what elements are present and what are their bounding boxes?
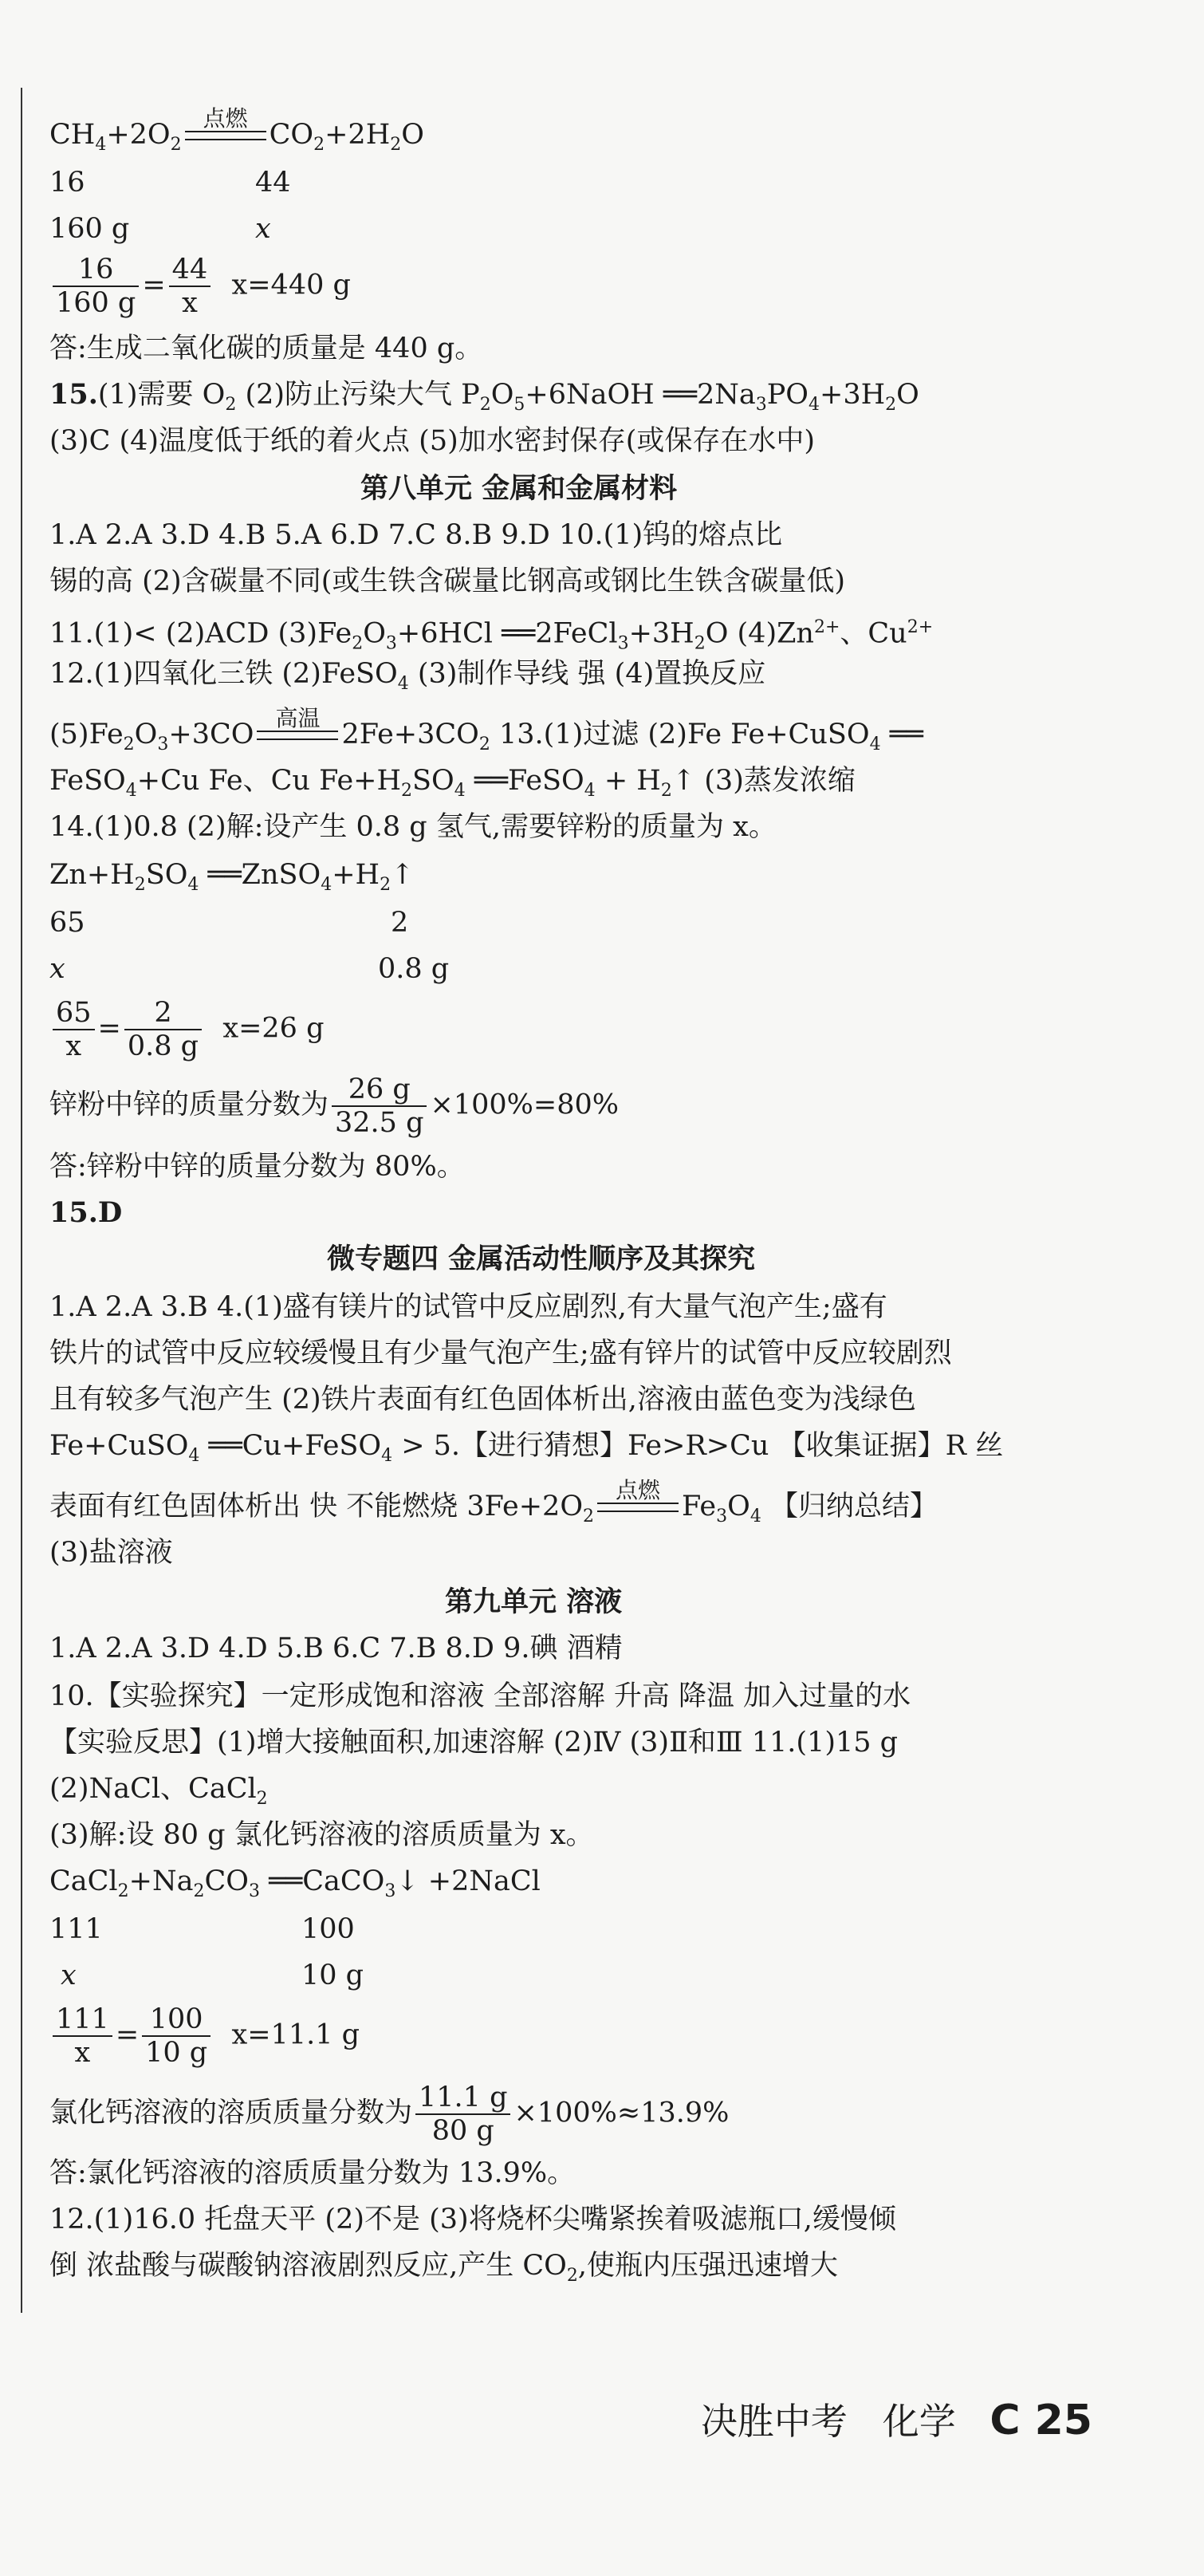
answer-text: Fe+CuSO$_4$ ══Cu+FeSO$_4$ > 5.【进行猜想】Fe>R>Cu 【收集证据】R 丝 (49, 1430, 1004, 1466)
answer-text: 铁片的试管中反应较缓慢且有少量气泡产生;盛有锌片的试管中反应较剧烈 (49, 1337, 952, 1369)
answer-text: FeSO$_4$+Cu Fe、Cu $Fe+H_2SO_4$ ══FeSO$_4$ + $H_2↑$ (3)蒸发浓缩 (49, 765, 856, 801)
answer-text: (2)NaCl、CaCl$_2$ (49, 1773, 268, 1809)
reaction-condition: 高温 (254, 734, 341, 743)
proportion: $\frac{65}{x}$ = $\frac{2}{0.8 g}$ x=26 g (49, 997, 324, 1062)
ratio-row: x 10 g (61, 1960, 364, 1991)
answer-text: 1.A 2.A 3.B 4.(1)盛有镁片的试管中反应剧烈,有大量气泡产生;盛有 (49, 1291, 887, 1323)
ratio-row: x 0.8 g (49, 953, 450, 985)
answer-text: 11.(1)< (2)ACD $(3)Fe_2O_3+6HCl$ $══2FeCl_3+3H_2O$ $(4)Zn^{2+}$、$Cu^{2+}$ (49, 617, 934, 654)
ratio-row: 16 44 (49, 167, 291, 199)
ratio-row: 160 g x (49, 213, 271, 245)
ratio-row: 111 100 (49, 1913, 355, 1945)
proportion: $\frac{111}{x}$ = $\frac{100}{10 g}$ x=11.1 g (49, 2003, 360, 2069)
answer-text: 答:锌粉中锌的质量分数为 80%。 (49, 1151, 465, 1183)
answer-text: 10.【实验探究】一定形成饱和溶液 全部溶解 升高 降温 加入过量的水 (49, 1680, 911, 1712)
answer-text: (3)C (4)温度低于纸的着火点 (5)加水密封保存(或保存在水中) (49, 425, 816, 457)
reaction-condition: 点燃 (594, 1506, 682, 1515)
margin-rule (21, 88, 22, 2313)
answer-text: 1.A 2.A 3.D 4.B 5.A 6.D 7.C 8.B 9.D 10.(1)钨的熔点比 (49, 519, 783, 551)
answer-text: 14.(1)0.8 (2)解:设产生 0.8 g 氢气,需要锌粉的质量为 x。 (49, 811, 777, 843)
answer-text: 1.A 2.A 3.D 4.D 5.B 6.C 7.B 8.D 9.碘 酒精 (49, 1633, 623, 1664)
subject-label: 化学 (882, 2400, 956, 2443)
answer-text: (3)盐溶液 (49, 1537, 173, 1569)
proportion: $\frac{16}{160 g}$ = $\frac{44}{x}$ x=440 g (49, 254, 351, 319)
mass-fraction: 氯化钙溶液的溶质质量分数为 $\frac{11.1 g}{80 g}$ ×100%≈13.9% (49, 2082, 730, 2147)
answer-text: 【实验反思】(1)增大接触面积,加速溶解 (2)Ⅳ (3)Ⅱ和Ⅲ 11.(1)15 g (49, 1727, 899, 1759)
page-number: C 25 (990, 2397, 1092, 2444)
answer-text: 且有较多气泡产生 (2)铁片表面有红色固体析出,溶液由蓝色变为浅绿色 (49, 1384, 916, 1416)
question-15: 15.(1)需要 $O_2$ (2)防止污染大气 $P_2O_5+6NaOH$ $══2Na_3PO_4+3H_2O$ (49, 378, 919, 415)
ratio-row: 65 2 (49, 907, 409, 939)
answer-text: 表面有红色固体析出 快 不能燃烧 $3Fe+2O_2$ 点燃 $Fe_3O_4$ 【归纳总结】 (49, 1477, 938, 1526)
book-title: 决胜中考 (700, 2400, 848, 2443)
reaction-condition: 点燃 (182, 134, 270, 144)
answer-text: 倒 浓盐酸与碳酸钠溶液剧烈反应,产生 $CO_2$,使瓶内压强迅速增大 (49, 2250, 838, 2286)
answer-text: $(5)Fe_2O_3+3CO$ 高温 $2Fe+3CO_2$ 13.(1)过滤 (2)Fe Fe+CuSO$_4$ ══ (49, 705, 923, 754)
answer-text: 15.D (49, 1196, 123, 1229)
answer-text: 锡的高 (2)含碳量不同(或生铁含碳量比钢高或钢比生铁含碳量低) (49, 565, 846, 597)
answer-text: 12.(1)16.0 托盘天平 (2)不是 (3)将烧杯尖嘴紧挨着吸滤瓶口,缓慢倾 (49, 2204, 896, 2235)
section-heading: 第九单元 溶液 (445, 1585, 623, 1618)
answer-text: 答:生成二氧化碳的质量是 440 g。 (49, 333, 483, 364)
mass-fraction: 锌粉中锌的质量分数为 $\frac{26 g}{32.5 g}$ ×100%=80% (49, 1073, 619, 1139)
answer-text: 答:氯化钙溶液的溶质质量分数为 13.9%。 (49, 2157, 576, 2189)
section-heading: 第八单元 金属和金属材料 (360, 472, 678, 505)
equation-cacl2: $CaCl_2+Na_2CO_3$ ══CaCO$_3$↓ +2NaCl (49, 1865, 541, 1901)
answer-text: 12.(1)四氧化三铁 (2)FeSO$_4$ (3)制作导线 强 (4)置换反应 (49, 658, 766, 694)
equation-zn: $Zn+H_2SO_4$ $══ZnSO_4+H_2↑$ (49, 859, 415, 895)
section-heading: 微专题四 金属活动性顺序及其探究 (327, 1243, 756, 1275)
page-footer (701, 2393, 1092, 2445)
answer-text: (3)解:设 80 g 氯化钙溶液的溶质质量为 x。 (49, 1819, 594, 1851)
equation-ch4-combustion: $CH_4+2O_2$ 点燃 $CO_2+2H_2O$ (49, 105, 424, 155)
